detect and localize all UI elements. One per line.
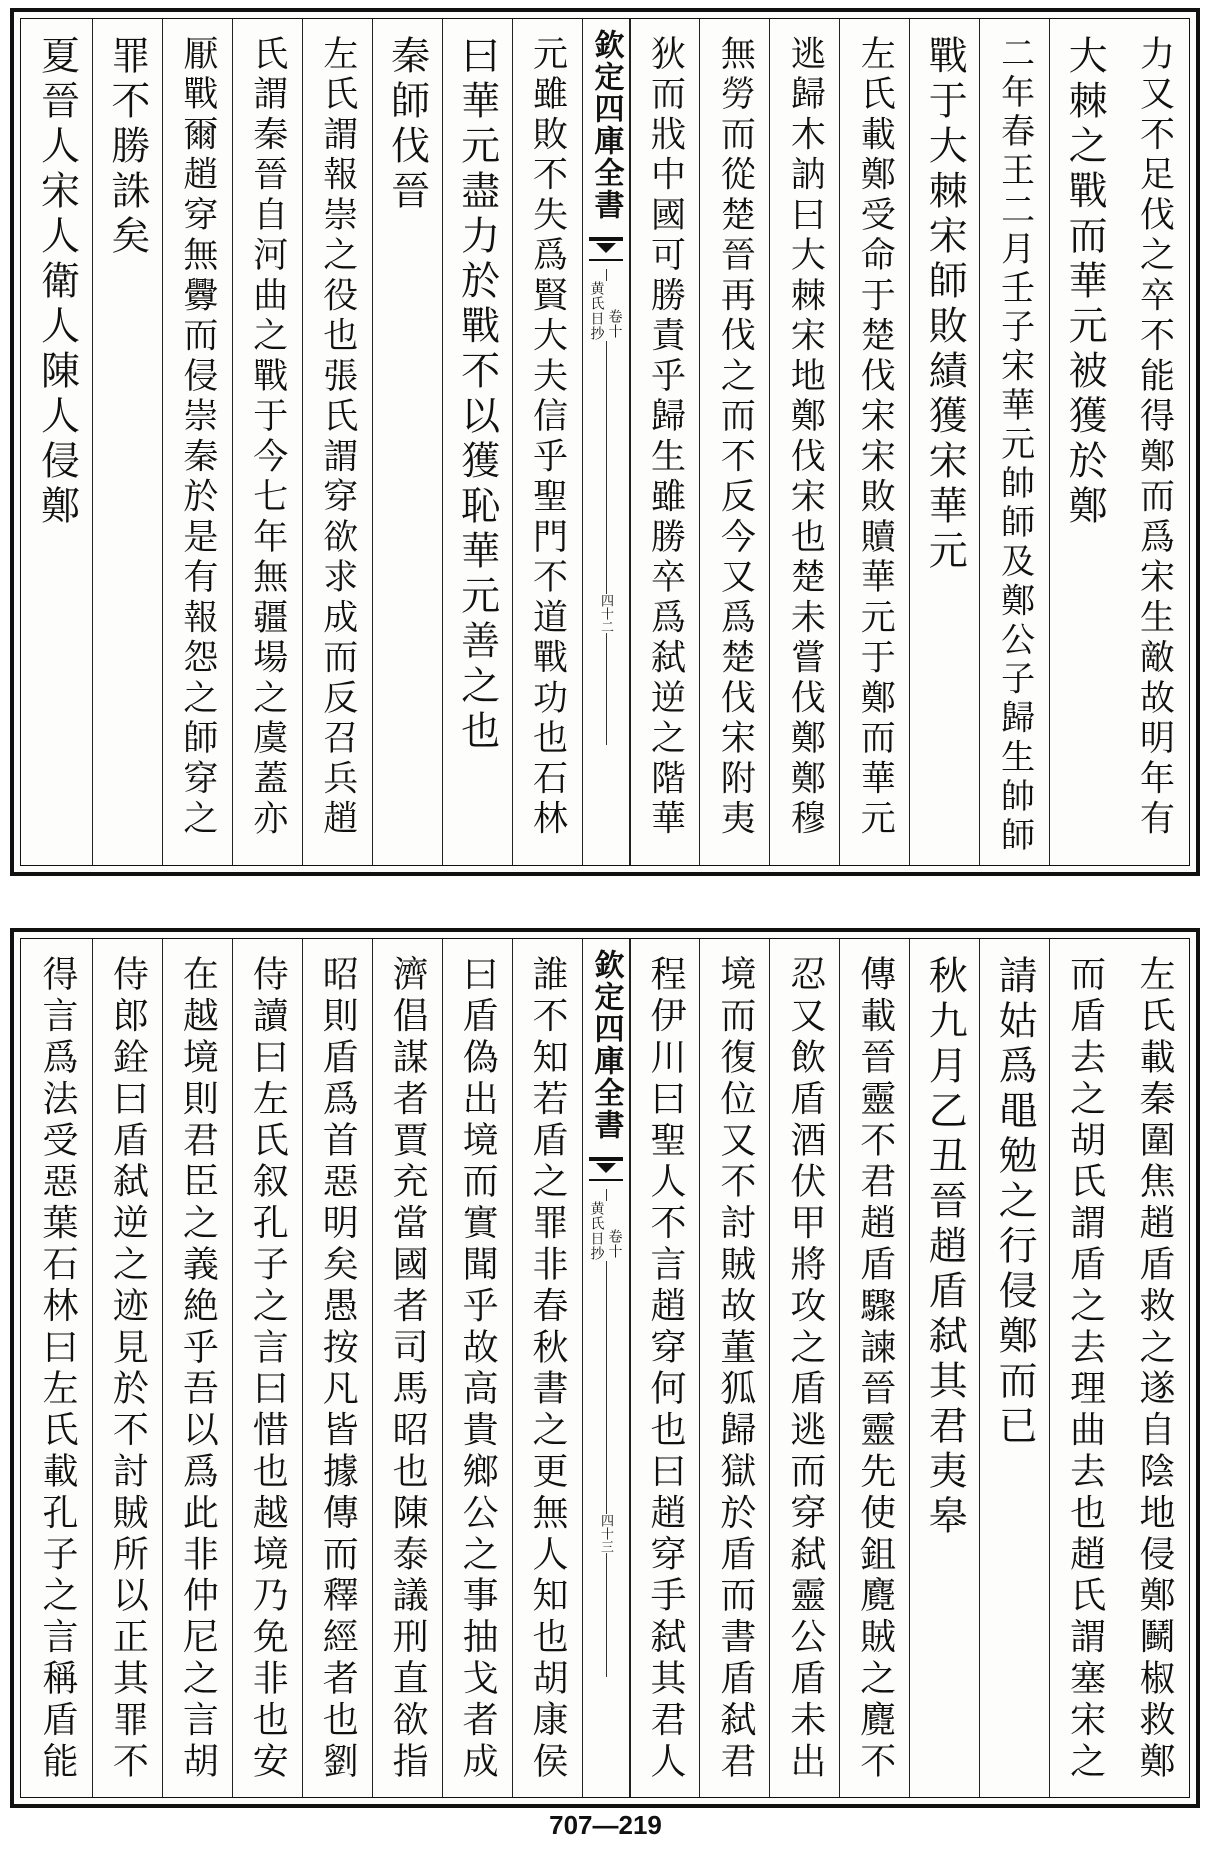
text-column (162, 939, 232, 1797)
column-text: 濟倡謀者賈充當國者司馬昭也陳泰議刑直欲指 (387, 955, 429, 1783)
column-text: 得言爲法受惡葉石林曰左氏載孔子之言稱盾能 (36, 955, 78, 1783)
fold-line (606, 1189, 608, 1677)
page-frame (20, 938, 1190, 1798)
column-text: 誰不知若盾之罪非春秋書之更無人知也胡康侯 (527, 955, 569, 1783)
text-column (769, 939, 839, 1797)
center-fold-strip (582, 19, 630, 865)
column-text: 二年春王二月壬子宋華元帥師及鄭公子歸生帥師 (994, 35, 1035, 857)
column-text: 氏謂秦晉自河曲之戰于今七年無疆場之虞蓋亦 (247, 35, 288, 840)
column-text: 戰于大棘宋師敗績獲宋華元 (922, 35, 968, 575)
page-footer-number: 707—219 (549, 1810, 662, 1840)
leaf-number: 四十二 (598, 594, 613, 633)
text-column (1119, 19, 1189, 865)
text-column (699, 939, 769, 1797)
text-column (442, 19, 512, 865)
column-text: 程伊川曰聖人不言趙穿何也曰趙穿手弑其君人 (644, 955, 686, 1783)
column-text: 境而復位又不討賊故董狐歸獄於盾而書盾弑君 (714, 955, 756, 1783)
text-column (979, 939, 1049, 1797)
column-text: 曰盾偽出境而實聞乎故高貴鄉公之事抽戈者成 (457, 955, 499, 1783)
column-text: 大棘之戰而華元被獲於鄭 (1062, 35, 1108, 530)
column-text: 無勞而從楚晉再伐之而不反今又爲楚伐宋附夷 (715, 35, 756, 840)
column-text: 而盾去之胡氏謂盾之去理曲去也趙氏謂塞宋之 (1064, 955, 1106, 1783)
text-column (839, 939, 909, 1797)
column-text: 逃歸木訥曰大棘宋地鄭伐宋也楚未嘗伐鄭鄭穆 (785, 35, 826, 840)
text-column (630, 19, 700, 865)
fish-tail-ornament (589, 1157, 623, 1181)
book-title: 黄氏日抄 (588, 1201, 605, 1261)
text-column (232, 19, 302, 865)
text-column (232, 939, 302, 1797)
volume-label: 卷十 (606, 309, 623, 339)
text-column (1049, 19, 1119, 865)
column-text: 請姑爲黽勉之行侵鄭而已 (992, 955, 1038, 1450)
text-column (979, 19, 1049, 865)
volume-label: 卷十 (606, 1229, 623, 1259)
center-fold-strip (582, 939, 630, 1797)
text-column (769, 19, 839, 865)
column-text: 秦師伐晉 (384, 35, 430, 215)
text-column (92, 939, 162, 1797)
text-column (442, 939, 512, 1797)
fish-tail-ornament (589, 237, 623, 261)
page-bottom (10, 928, 1200, 1808)
text-column (630, 939, 700, 1797)
column-text: 狄而戕中國可勝責乎歸生雖勝卒爲弑逆之階華 (645, 35, 686, 840)
column-text: 力又不足伐之卒不能得鄭而爲宋生敵故明年有 (1134, 35, 1175, 840)
collection-title: 欽定四庫全書 (588, 29, 624, 221)
text-column (22, 19, 92, 865)
column-text: 左氏謂報崇之役也張氏謂穿欲求成而反召兵趙 (317, 35, 358, 840)
column-text: 侍郎銓曰盾弑逆之迹見於不討賊所以正其罪不 (107, 955, 149, 1783)
column-text: 傳載晉靈不君趙盾驟諫晉靈先使鉏麑賊之麑不 (854, 955, 896, 1783)
text-column (909, 939, 979, 1797)
collection-title: 欽定四庫全書 (588, 949, 624, 1141)
text-column (1049, 939, 1119, 1797)
column-text: 夏晉人宋人衛人陳人侵鄭 (34, 35, 80, 530)
text-column (909, 19, 979, 865)
book-title: 黄氏日抄 (588, 281, 605, 341)
column-text: 侍讀曰左氏叙孔子之言曰惜也越境乃免非也安 (247, 955, 289, 1783)
column-text: 左氏載秦圍焦趙盾救之遂自陰地侵鄭鬭椒救鄭 (1134, 955, 1176, 1783)
column-text: 罪不勝誅矣 (104, 35, 150, 260)
text-column (512, 19, 582, 865)
text-column (92, 19, 162, 865)
column-text: 昭則盾爲首惡明矣愚按凡皆據傳而釋經者也劉 (317, 955, 359, 1783)
text-column (162, 19, 232, 865)
text-column (839, 19, 909, 865)
text-column (372, 19, 442, 865)
column-text: 厭戰爾趙穿無釁而侵崇秦於是有報怨之師穿之 (177, 35, 218, 840)
column-text: 在越境則君臣之義絶乎吾以爲此非仲尼之言胡 (177, 955, 219, 1783)
text-column (302, 939, 372, 1797)
text-column (372, 939, 442, 1797)
column-text: 左氏載鄭受命于楚伐宋宋敗贖華元于鄭而華元 (855, 35, 896, 840)
column-text: 秋九月乙丑晉趙盾弑其君夷皋 (922, 955, 968, 1540)
page-frame (20, 18, 1190, 866)
text-column (302, 19, 372, 865)
text-column (699, 19, 769, 865)
column-text: 忍又飲盾酒伏甲將攻之盾逃而穿弑靈公盾未出 (784, 955, 826, 1783)
page-top (10, 8, 1200, 876)
text-column (512, 939, 582, 1797)
column-text: 元雖敗不失爲賢大夫信乎聖門不道戰功也石林 (527, 35, 568, 840)
text-column (22, 939, 92, 1797)
text-column (1119, 939, 1189, 1797)
leaf-number: 四十三 (598, 1514, 613, 1553)
column-text: 曰華元盡力於戰不以獲恥華元善之也 (454, 35, 500, 755)
